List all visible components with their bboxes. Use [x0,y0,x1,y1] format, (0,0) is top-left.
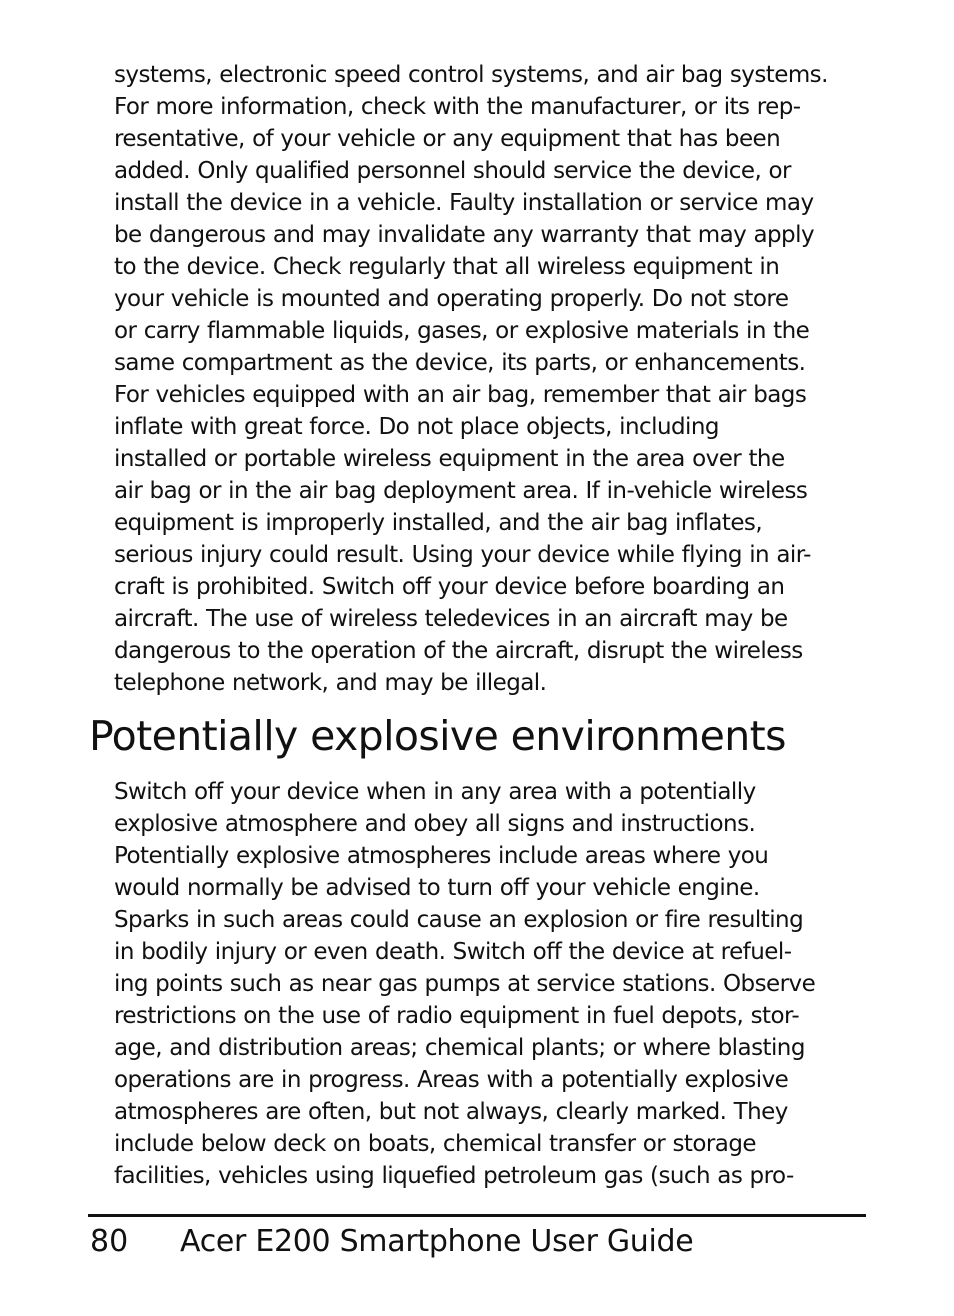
text-line: dangerous to the operation of the aircraft, disrupt the wireless [114,638,803,664]
text-line: inflate with great force. Do not place objects, including [114,414,719,440]
text-line: explosive atmosphere and obey all signs and instructions. [114,811,756,837]
text-line: same compartment as the device, its parts, or enhancements. [114,350,806,376]
text-line: Switch off your device when in any area with a potentially [114,779,756,805]
text-line: Sparks in such areas could cause an explosion or fire resulting [114,907,804,933]
text-line: equipment is improperly installed, and the air bag inflates, [114,510,763,536]
text-line: would normally be advised to turn off your vehicle engine. [114,875,760,901]
text-line: ing points such as near gas pumps at service stations. Observe [114,971,816,997]
text-line: Potentially explosive atmospheres include areas where you [114,843,769,869]
footer-guide-title: Acer E200 Smartphone User Guide [180,1224,694,1259]
text-line: include below deck on boats, chemical transfer or storage [114,1131,756,1157]
section-heading: Potentially explosive environments [89,712,786,760]
text-line: craft is prohibited. Switch off your device before boarding an [114,574,785,600]
text-line: operations are in progress. Areas with a potentially explosive [114,1067,789,1093]
text-line: to the device. Check regularly that all wireless equipment in [114,254,780,280]
text-line: telephone network, and may be illegal. [114,670,547,696]
page-number: 80 [90,1224,129,1259]
text-line: or carry flammable liquids, gases, or explosive materials in the [114,318,810,344]
text-line: added. Only qualified personnel should service the device, or [114,158,791,184]
text-line: atmospheres are often, but not always, clearly marked. They [114,1099,788,1125]
text-line: be dangerous and may invalidate any warranty that may apply [114,222,815,248]
text-line: resentative, of your vehicle or any equipment that has been [114,126,781,152]
text-line: install the device in a vehicle. Faulty installation or service may [114,190,814,216]
text-line: in bodily injury or even death. Switch off the device at refuel- [114,939,792,965]
text-line: aircraft. The use of wireless teledevices in an aircraft may be [114,606,788,632]
text-line: serious injury could result. Using your device while flying in air- [114,542,811,568]
text-line: installed or portable wireless equipment in the area over the [114,446,785,472]
text-line: your vehicle is mounted and operating properly. Do not store [114,286,789,312]
text-line: restrictions on the use of radio equipment in fuel depots, stor- [114,1003,800,1029]
text-line: facilities, vehicles using liquefied petroleum gas (such as pro- [114,1163,794,1189]
text-line: For more information, check with the manufacturer, or its rep- [114,94,801,120]
footer-rule [88,1214,866,1217]
text-line: age, and distribution areas; chemical plants; or where blasting [114,1035,805,1061]
text-line: systems, electronic speed control systems, and air bag systems. [114,62,828,88]
text-line: air bag or in the air bag deployment area. If in-vehicle wireless [114,478,808,504]
text-line: For vehicles equipped with an air bag, remember that air bags [114,382,807,408]
